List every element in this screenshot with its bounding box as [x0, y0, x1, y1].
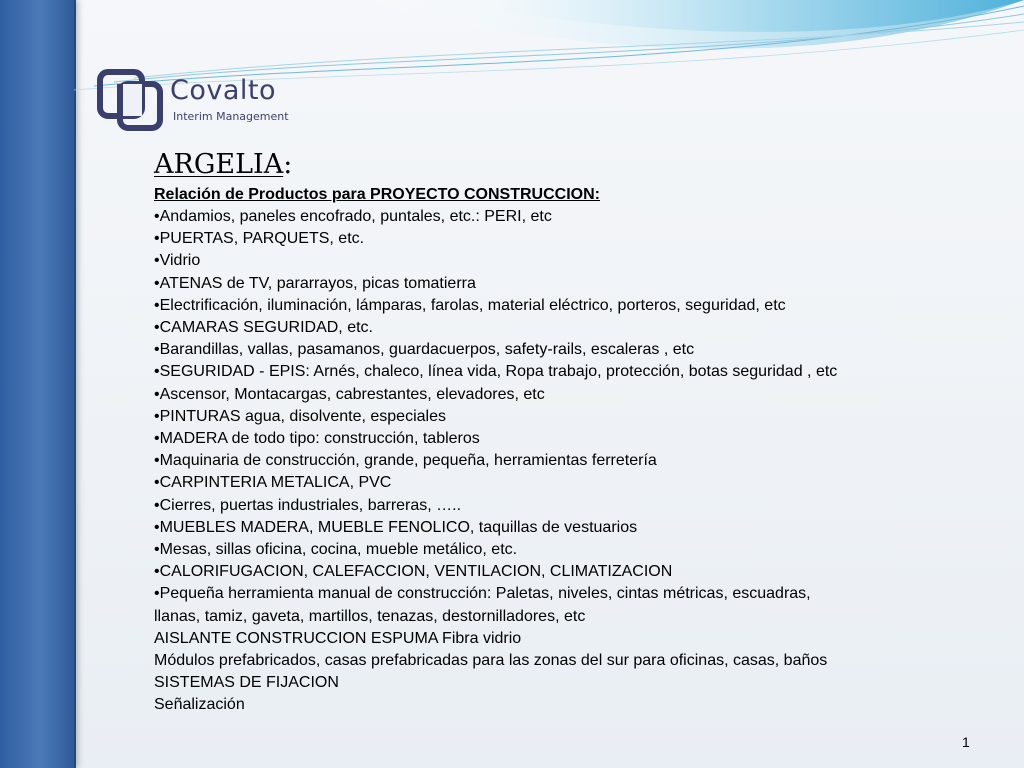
list-item: Módulos prefabricados, casas prefabricadas para las zonas del sur para oficinas, casas, baños: [154, 652, 828, 670]
list-item: •MUEBLES MADERA, MUEBLE FENOLICO, taquillas de vestuarios: [154, 518, 638, 536]
list-item: •PINTURAS agua, disolvente, especiales: [154, 407, 446, 425]
list-item: •CAMARAS SEGURIDAD, etc.: [154, 319, 373, 337]
covalto-logo-icon: [96, 68, 166, 134]
covalto-logo: [96, 68, 296, 138]
list-item: •Cierres, puertas industriales, barreras, …..: [154, 496, 462, 514]
list-item: •MADERA de todo tipo: construcción, tableros: [154, 430, 480, 448]
logo-name: Covalto: [170, 75, 277, 106]
list-item: •Barandillas, vallas, pasamanos, guardacuerpos, safety-rails, escaleras , etc: [154, 341, 695, 359]
list-item: AISLANTE CONSTRUCCION ESPUMA Fibra vidrio: [154, 629, 522, 647]
logo-tagline: Interim Management: [173, 110, 289, 123]
list-item: •PUERTAS, PARQUETS, etc.: [154, 230, 365, 248]
product-list: [154, 206, 984, 717]
list-item: •ATENAS de TV, pararrayos, picas tomatierra: [154, 274, 476, 292]
slide-subtitle: Relación de Productos para PROYECTO CONSTRUCCION:: [154, 186, 600, 203]
slide-content: [154, 146, 984, 717]
page-number: 1: [962, 734, 970, 750]
list-item: •Vidrio: [154, 252, 201, 270]
list-item: •Mesas, sillas oficina, cocina, mueble metálico, etc.: [154, 541, 518, 559]
slide-title-text: ARGELIA: [154, 149, 284, 180]
list-item: •CARPINTERIA METALICA, PVC: [154, 474, 392, 492]
left-sidebar-band: [0, 0, 76, 768]
list-item: Señalización: [154, 696, 245, 714]
slide-title: [154, 146, 984, 184]
list-item: •SEGURIDAD - EPIS: Arnés, chaleco, línea vida, Ropa trabajo, protección, botas seguridad , etc: [154, 363, 838, 381]
list-item: •Pequeña herramienta manual de construcción: Paletas, niveles, cintas métricas, escuadras,: [154, 585, 811, 603]
slide-title-suffix: :: [283, 149, 293, 180]
list-item: •Maquinaria de construcción, grande, pequeña, herramientas ferretería: [154, 452, 657, 470]
list-item: •Electrificación, iluminación, lámparas, farolas, material eléctrico, porteros, seguridad, etc: [154, 296, 786, 314]
list-item: •Andamios, paneles encofrado, puntales, etc.: PERI, etc: [154, 208, 552, 225]
list-item: llanas, tamiz, gaveta, martillos, tenazas, destornilladores, etc: [154, 607, 586, 625]
list-item: •CALORIFUGACION, CALEFACCION, VENTILACION, CLIMATIZACION: [154, 563, 673, 581]
list-item: SISTEMAS DE FIJACION: [154, 674, 339, 692]
list-item: •Ascensor, Montacargas, cabrestantes, elevadores, etc: [154, 385, 545, 403]
